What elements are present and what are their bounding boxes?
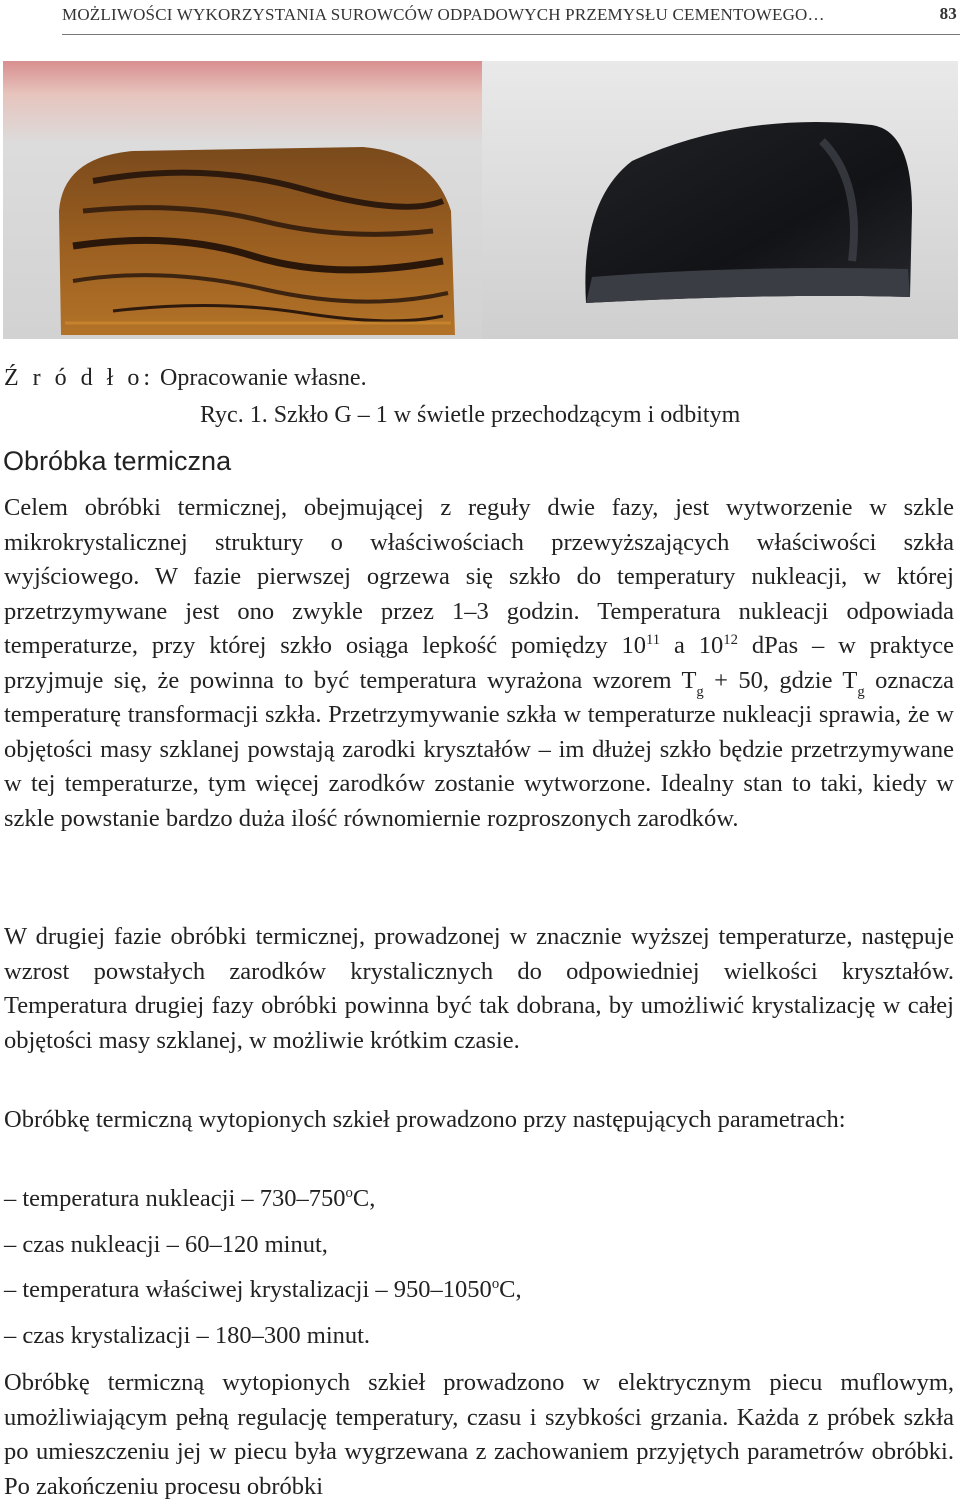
- section-heading: Obróbka termiczna: [3, 446, 232, 476]
- exponent-11: 11: [646, 632, 661, 648]
- list-item-unit: C,: [499, 1276, 522, 1303]
- running-header-title: MOŻLIWOŚCI WYKORZYSTANIA SUROWCÓW ODPADOWYCH PRZEMYSŁU CEMENTOWEGO…: [62, 5, 825, 24]
- paragraph-1: [4, 491, 954, 836]
- amber-glass-photo: [3, 61, 482, 339]
- subscript-g-1: g: [696, 683, 704, 700]
- paragraph-3: Obróbkę termiczną wytopionych szkieł prowadzono przy następujących parametrach:: [4, 1106, 846, 1133]
- paragraph-1-text-e: oznacza temperaturę transformacji szkła. Przetrzymywanie szkła w temperaturze nukleacji sprawia, że w objętości masy szklanej powstają zarodki kryształów – im dłużej szkło będzie przetrzymywane w tej temperaturze, tym więcej zarodków zostanie wytworzone. Idealny stan to taki, kiedy w szkle powstanie bardzo duża ilość równomiernie rozproszonych zarodków.: [4, 666, 954, 832]
- paragraph-2: W drugiej fazie obróbki termicznej, prowadzonej w znacznie wyższej temperaturze, następuje wzrost powstałych zarodków krystalicznych do odpowiedniej wielkości kryształów. Temperatura drugiej fazy obróbki powinna być tak dobrana, by umożliwić krystalizację w całej objętości masy szklanej, w możliwie krótkim czasie.: [4, 923, 954, 1054]
- figure-source: [4, 365, 367, 392]
- source-text: Opracowanie własne.: [154, 365, 367, 391]
- exponent-12: 12: [723, 632, 738, 648]
- list-item: [4, 1182, 522, 1228]
- degree-mark: o: [345, 1185, 353, 1201]
- source-label: Ź r ó d ł o:: [4, 365, 154, 391]
- paragraph-4: Obróbkę termiczną wytopionych szkieł prowadzono w elektrycznym piecu muflowym, umożliwiającym pełną regulację temperatury, czasu i szybkości grzania. Każda z próbek szkła po umieszczeniu jej w piecu była wygrzewana z zachowaniem przyjętych parametrów obróbki. Po zakończeniu procesu obróbki: [4, 1369, 954, 1500]
- degree-mark: o: [491, 1276, 500, 1292]
- list-item: [4, 1319, 522, 1365]
- paragraph-1-text-d: + 50, gdzie T: [703, 666, 858, 694]
- paragraph-1-text-c: dPas – w praktyce przyjmuje się, że powinna to być temperatura wyrażona wzorem T: [4, 632, 955, 694]
- paragraph-1-text-b: a 10: [660, 632, 724, 659]
- page-number: 83: [939, 4, 957, 23]
- figure-caption: Ryc. 1. Szkło G – 1 w świetle przechodzącym i odbitym: [200, 402, 741, 428]
- list-item-text: – temperatura właściwej krystalizacji – 950–1050: [4, 1276, 492, 1303]
- parameter-list: [4, 1182, 522, 1364]
- running-header: [62, 3, 960, 25]
- list-item-text: – czas nukleacji – 60–120 minut,: [4, 1230, 328, 1258]
- list-item: [4, 1228, 522, 1274]
- list-item-text: – temperatura nukleacji – 730–750: [4, 1185, 346, 1212]
- subscript-g-2: g: [857, 683, 865, 700]
- paragraph-1-text-a: Celem obróbki termicznej, obejmującej z reguły dwie fazy, jest wytworzenie w szkle mikrokrystalicznej struktury o właściwościach przewyższających właściwości szkła wyjściowego. W fazie pierwszej ogrzewa się szkło do temperatury nukleacji, w której przetrzymywane jest ono zwykle przez 1–3 godzin. Temperatura nukleacji odpowiada temperaturze, przy której szkło osiąga lepkość pomiędzy 10: [4, 494, 954, 659]
- list-item: [4, 1273, 522, 1319]
- list-item-unit: C,: [352, 1185, 376, 1212]
- list-item-text: – czas krystalizacji – 180–300 minut.: [4, 1321, 371, 1349]
- black-glass-photo: [482, 61, 958, 339]
- header-rule: [62, 34, 960, 35]
